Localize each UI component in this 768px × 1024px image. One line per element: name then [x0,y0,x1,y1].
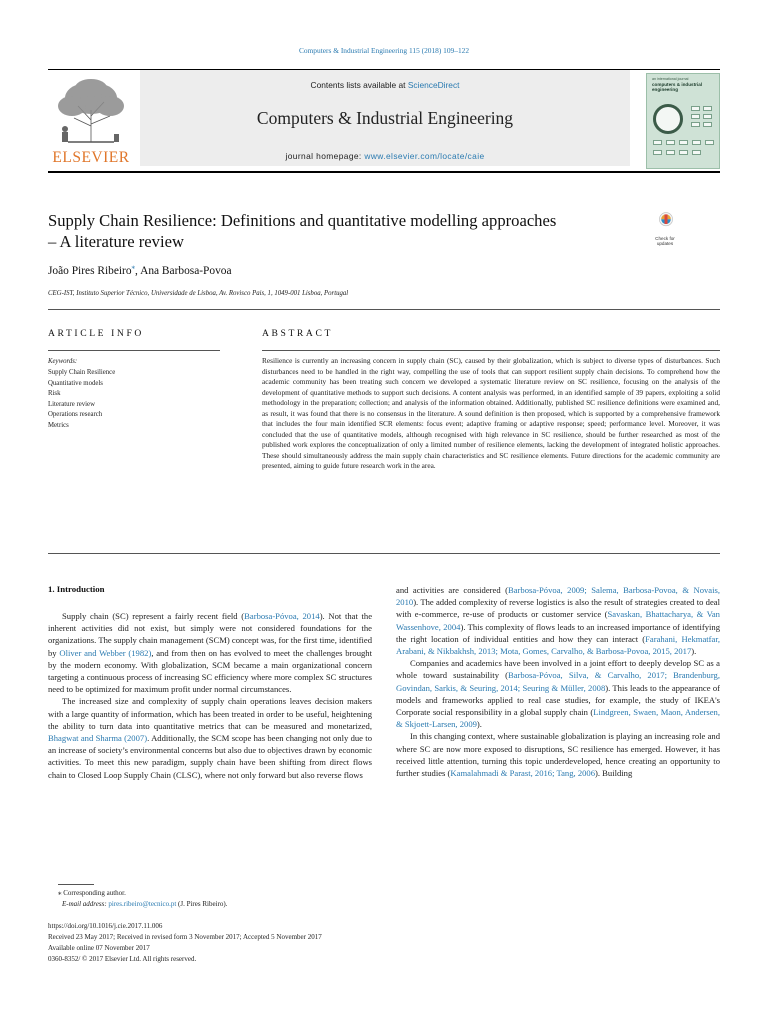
homepage-prefix: journal homepage: [285,151,365,161]
intro-paragraph-2-cont [396,584,720,657]
text-run: In this changing context, where sustainable globalization is playing an increasing role and where SC are now more exposed to disruptions, SC resilience has emerged. However, it has received little attention, turning this topic underdeveloped, hence creating an opportunity to further studies ( [396,731,720,779]
cover-block [703,106,712,111]
citation-link[interactable]: Lindgreen, Swaen, Maon, Andersen, & Skjoett-Larsen, 2009 [396,707,720,730]
article-title [48,210,638,252]
homepage-line [140,151,630,161]
text-run: The increased size and complexity of supply chain operations leaves decision makers with a large quantity of information, which has been treated in order to be useful, heightening the ability to turn data into quantitative metrics that can be measured and monetarized, [48,696,372,731]
text-run: and activities are considered ( [396,585,508,595]
cover-top-text: an international journal [652,77,689,81]
cover-block [666,150,675,155]
section-heading-introduction: 1. Introduction [48,584,105,594]
email-line [62,900,227,908]
intro-paragraph-2 [48,695,372,780]
corresponding-author-mark[interactable]: ⁎ [131,263,136,271]
contents-prefix: Contents lists available at [310,80,408,90]
citation-link[interactable]: Barbosa-Póvoa, Silva, & Carvalho, 2017; Brandenburg, Govindan, Sarkis, & Seuring, 2014; Seuring & Müller, 2008 [396,670,720,693]
crossmark-line1: Check for [655,236,675,241]
cover-block [653,140,662,145]
journal-title: Computers & Industrial Engineering [256,108,514,128]
cover-block [679,150,688,155]
keyword: Quantitative models [48,379,103,387]
keyword: Risk [48,390,61,398]
authors [48,263,232,277]
cover-block [679,140,688,145]
article-title-line1: Supply Chain Resilience: Definitions and quantitative modelling approaches [48,211,557,230]
citation-link[interactable]: Barbosa-Póvoa, 2014 [244,611,320,621]
cover-title: computers & industrial engineering [652,82,703,93]
info-rule [48,350,220,351]
author-1: João Pires Ribeiro [48,264,132,277]
abstract-bottom-rule [48,553,720,554]
cover-block [692,150,701,155]
text-run: ). This leads to the appearance of models and frameworks applied to real case studies, for example, the study of IKEA's Corporate social responsibility in a global supply chain ( [396,682,720,718]
cover-block [703,122,712,127]
cover-block [666,140,675,145]
text-run: ). [476,719,482,730]
cover-block [692,140,701,145]
available-online: Available online 07 November 2017 [48,944,150,952]
received-dates: Received 23 May 2017; Received in revised form 3 November 2017; Accepted 5 November 2017 [48,933,322,941]
text-run: , and from then on has evolved to meet the challenges brought by the modern economy. With globalization, SCM became a main organizational concern targeting a continuous process of increasing SC efficiency where more complex SC structures need to be optimized for maximum profit under normal circumstances. [48,647,372,695]
cover-block [691,122,700,127]
keyword: Supply Chain Resilience [48,369,116,376]
text-run: Companies and academics have been involved in a joint effort to deeply develop SC as a whole toward sustainability ( [396,658,720,681]
copyright: 0360-8352/ © 2017 Elsevier Ltd. All rights reserved. [48,955,197,963]
cover-block [705,140,714,145]
corresponding-author-note: ⁎ Corresponding author. [58,889,126,897]
text-run: . Additionally, the SCM scope has been changing not only due to an increase of society’s environmental concerns but also due to objectives drawn by economic activities. To meet this new paradigm, supply chain have been shifting from direct flows chain to Closed Loop Supply Chain (CLSC), where not only forward but also reverse flows [48,733,372,780]
publisher-wordmark: ELSEVIER [52,149,130,166]
right-column [396,584,720,779]
cover-block [691,114,700,119]
citation-link[interactable]: Farahani, Hekmatfar, Arabani, & Nikbakhsh, 2013; Mota, Gomes, Carvalho, & Barbosa-Povoa, 2015, 2017 [396,633,720,657]
keyword: Metrics [48,421,69,429]
cover-block [691,106,700,111]
text-run: Supply chain (SC) represent a fairly recent field ( [62,611,245,621]
journal-cover-thumbnail[interactable] [646,73,720,169]
email-link[interactable]: pires.ribeiro@tecnico.pt [108,900,177,908]
cover-emblem-icon [653,104,683,134]
contents-line [140,80,630,90]
text-run: ). This complexity of flows leads to an increased importance of identifying the right location of individual entities and how they can interact ( [396,621,720,644]
email-label: E-mail address: [62,900,109,908]
text-run: ). [691,646,697,657]
intro-paragraph-4 [396,730,720,779]
article-title-line2: – A literature review [48,232,184,251]
homepage-link[interactable]: www.elsevier.com/locate/caie [364,151,485,161]
crossmark-icon[interactable] [647,212,685,236]
citation-link[interactable]: Barbosa-Póvoa, 2009; Salema, Barbosa-Povoa, & Novais, 2010 [396,585,720,608]
citation-link[interactable]: Savaskan, Bhattacharya, & Van Wassenhove, 2004 [396,609,720,632]
cover-block [653,150,662,155]
sciencedirect-link[interactable]: ScienceDirect [407,80,460,90]
abstract-rule [262,350,720,351]
cover-block [703,114,712,119]
abstract-heading: ABSTRACT [262,328,333,339]
keywords-label: Keywords: [48,358,78,365]
text-run: ). The added complexity of reverse logistics is also the result of strategies created to deal with e-commerce, re-use of products or customer service ( [396,597,720,620]
intro-paragraph-3 [396,657,720,730]
keyword: Operations research [48,411,103,419]
elsevier-tree-logo [48,76,134,146]
keywords-list [48,368,115,432]
info-top-rule [48,309,720,310]
crossmark-label [641,236,689,246]
journal-reference[interactable]: Computers & Industrial Engineering 115 (2018) 109–122 [298,46,470,55]
citation-link[interactable]: Oliver and Webber (1982) [59,647,152,658]
left-column [48,610,372,781]
author-2: , Ana Barbosa-Povoa [135,264,232,277]
doi-link[interactable]: https://doi.org/10.1016/j.cie.2017.11.006 [48,922,163,930]
text-run: ). Building [595,768,633,779]
crossmark-line2: updates [656,241,674,246]
masthead-bottom-rule [48,171,720,173]
footnote-rule [58,884,94,885]
article-info-heading: ARTICLE INFO [48,328,144,339]
intro-paragraph-1 [48,610,372,695]
affiliation: CEG-IST, Instituto Superior Técnico, Universidade de Lisboa, Av. Rovisco Pais, 1, 1049-001 Lisboa, Portugal [48,290,349,297]
keyword: Literature review [48,400,95,408]
abstract-text: Resilience is currently an increasing concern in supply chain (SC), caused by their globalization, which is subject to diverse types of disturbances. Such disturbances need to be handled in the right way, compelling the use of tools that can support resilient supply chain decisions. To comprehend how the academic community has been treating such concern we developed a systematic literature review on SC resilience, focusing on the analysis of the development of quantitative methods to support such decisions. A content analysis was performed, in an identified sample of 39 papers, exploiting a solid methodology in the preparation; collection; and analysis of the information obtained. Additionally, published SC resilience definitions were examined and, as result, it was found that there is no consensus in the literature. A sound definition is then proposed, which is supported by a comprehensive framework that includes the four main identified SCR elements: focus event; adaptive framing or adaptive response; speed; performance level. Moreover, it was concluded that the use of quantitative models, although recognised with high relevance in SC resilience, should be further researched as most of the published work explores the conceptualization of only a limited number of resilience elements, lacking the development of integrated holistic approaches. These should simultaneously address the main supply chain characteristics and SC resilience elements. Future directions for the academic community are presented, aiming to guide future research work in the area. [262,356,720,471]
text-run: ). Not that the inherent activities did not exist, but simply were not considered foundations for the organizations. The supply chain management (SCM) concept was, for the first time, identified by [48,611,373,658]
citation-link[interactable]: Kamalahmadi & Parast, 2016; Tang, 2006 [450,768,596,779]
email-suffix: (J. Pires Ribeiro). [176,900,228,908]
citation-link[interactable]: Bhagwat and Sharma (2007) [48,733,148,744]
